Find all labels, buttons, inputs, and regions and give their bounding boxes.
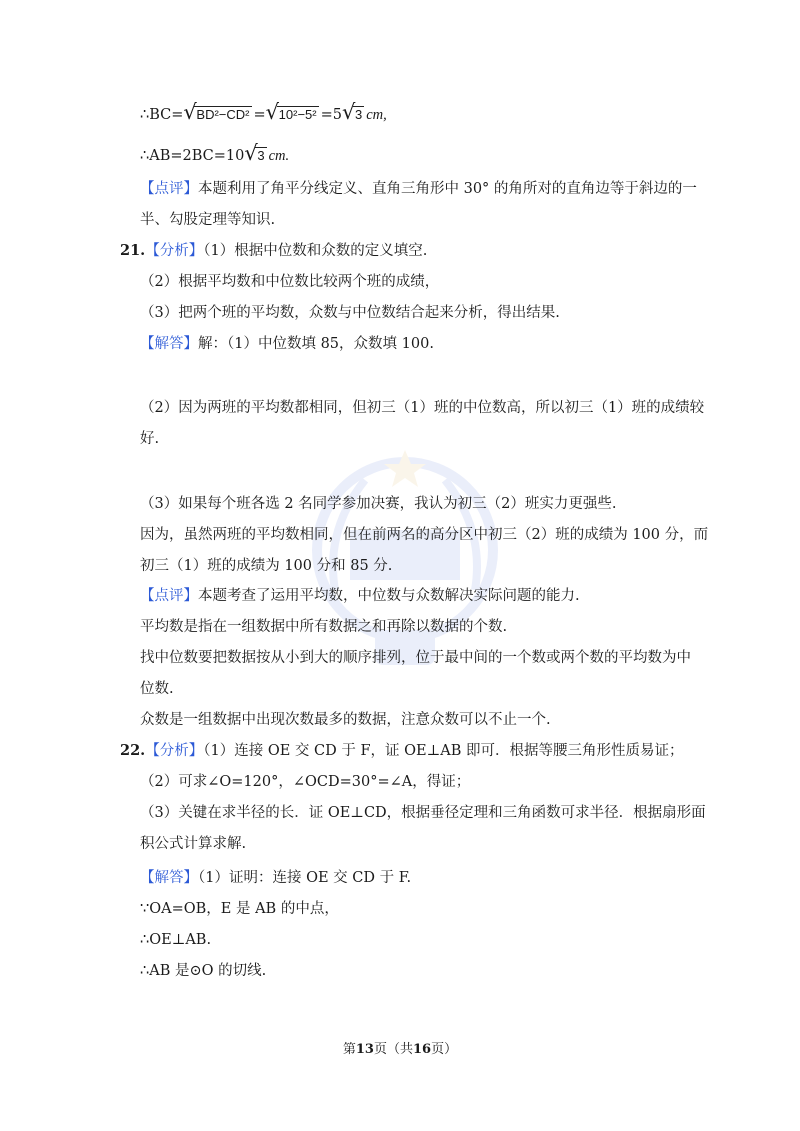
formula-text: ∴AB=2BC=10 bbox=[140, 148, 245, 164]
analysis-text: （1）连接 OE 交 CD 于 F，证 OE⊥AB 即可．根据等腰三角形性质易证； bbox=[203, 743, 684, 759]
q21-review-3b bbox=[140, 679, 174, 699]
review-text: 位数. bbox=[140, 681, 174, 697]
review-text: 众数是一组数据中出现次数最多的数据，注意众数可以不止一个. bbox=[140, 712, 551, 728]
answer-text: 好. bbox=[140, 431, 160, 447]
answer-text: ∴OE⊥AB. bbox=[140, 932, 212, 948]
sqrt-1 bbox=[183, 100, 251, 125]
answer-tag: 【解答】 bbox=[140, 870, 198, 886]
analysis-tag: 【分析】 bbox=[145, 743, 204, 759]
q22-analysis-3b bbox=[140, 834, 246, 854]
question-number: 21. bbox=[120, 242, 146, 259]
analysis-text: （2）根据平均数和中位数比较两个班的成绩， bbox=[140, 274, 440, 290]
sqrt-2 bbox=[265, 100, 319, 125]
answer-text: ∵OA=OB，E 是 AB 的中点， bbox=[140, 901, 339, 917]
footer-text: 第 bbox=[342, 1042, 356, 1057]
review-text: 本题考查了运用平均数，中位数与众数解决实际问题的能力. bbox=[198, 588, 580, 604]
q21-answer-1 bbox=[140, 334, 434, 354]
q21-answer-2b bbox=[140, 429, 159, 449]
footer-text: 页（共 bbox=[373, 1042, 413, 1057]
q22-analysis-3a bbox=[140, 803, 706, 823]
q21-answer-3b bbox=[140, 525, 708, 545]
answer-tag: 【解答】 bbox=[140, 336, 198, 352]
formula-ab bbox=[140, 141, 290, 166]
q21-analysis bbox=[120, 241, 427, 261]
analysis-text: （3）把两个班的平均数，众数与中位数结合起来分析，得出结果. bbox=[140, 305, 560, 321]
answer-text: ∴AB 是⊙O 的切线. bbox=[140, 963, 267, 979]
answer-text: （2）因为两班的平均数都相同，但初三（1）班的中位数高，所以初三（1）班的成绩较 bbox=[140, 400, 705, 416]
q22-analysis bbox=[120, 741, 683, 761]
review-text: 找中位数要把数据按从小到大的顺序排列，位于最中间的一个数或两个数的平均数为中 bbox=[140, 650, 691, 666]
radicand: 10²−5² bbox=[278, 107, 317, 122]
review-text: 平均数是指在一组数据中所有数据之和再除以数据的个数. bbox=[140, 619, 508, 635]
formula-text: ∴BC= bbox=[140, 107, 184, 123]
radical-icon: √ bbox=[341, 100, 356, 124]
q21-review-4 bbox=[140, 710, 551, 730]
sqrt-3 bbox=[341, 100, 364, 125]
review-text: 半、勾股定理等知识. bbox=[140, 212, 276, 228]
radicand: 3 bbox=[257, 148, 265, 163]
q21-review-3a bbox=[140, 648, 691, 668]
review-line bbox=[140, 179, 697, 199]
analysis-text: （2）可求∠O=120°，∠OCD=30°=∠A，得证； bbox=[140, 774, 471, 790]
radical-icon: √ bbox=[244, 141, 258, 165]
q21-answer-3c bbox=[140, 556, 392, 576]
page-footer bbox=[0, 1038, 800, 1057]
radicand: 3 bbox=[354, 107, 363, 122]
q21-analysis-3 bbox=[140, 303, 560, 323]
q21-review-2 bbox=[140, 617, 507, 637]
formula-text: cm. bbox=[268, 148, 290, 164]
formula-text: = bbox=[253, 107, 266, 123]
radicand: BD²−CD² bbox=[196, 107, 250, 122]
review-line-cont bbox=[140, 210, 275, 230]
review-tag: 【点评】 bbox=[140, 181, 198, 197]
q21-analysis-2 bbox=[140, 272, 439, 292]
answer-text: 解：（1）中位数填 85，众数填 100. bbox=[198, 336, 434, 352]
current-page-number: 13 bbox=[355, 1042, 374, 1057]
formula-text: =5 bbox=[320, 107, 342, 123]
q21-answer-3a bbox=[140, 494, 617, 514]
q21-answer-2a bbox=[140, 398, 704, 418]
q22-answer-3 bbox=[140, 930, 211, 950]
review-text: 本题利用了角平分线定义、直角三角形中 30° 的角所对的直角边等于斜边的一 bbox=[198, 181, 697, 197]
analysis-tag: 【分析】 bbox=[145, 243, 204, 259]
q22-answer-1 bbox=[140, 868, 411, 888]
total-page-number: 16 bbox=[413, 1042, 432, 1057]
review-tag: 【点评】 bbox=[140, 588, 198, 604]
q21-review-1 bbox=[140, 586, 580, 606]
answer-text: （1）证明：连接 OE 交 CD 于 F. bbox=[198, 870, 412, 886]
answer-text: 因为，虽然两班的平均数相同，但在前两名的高分区中初三（2）班的成绩为 100 分，而 bbox=[140, 527, 709, 543]
question-number: 22. bbox=[120, 742, 146, 759]
radical-icon: √ bbox=[183, 100, 197, 124]
q22-analysis-2 bbox=[140, 772, 470, 792]
analysis-text: （3）关键在求半径的长．证 OE⊥CD，根据垂径定理和三角函数可求半径．根据扇形面 bbox=[140, 805, 706, 821]
answer-text: 初三（1）班的成绩为 100 分和 85 分. bbox=[140, 558, 393, 574]
q22-answer-2 bbox=[140, 899, 339, 919]
radical-icon: √ bbox=[265, 100, 280, 124]
analysis-text: （1）根据中位数和众数的定义填空. bbox=[203, 243, 428, 259]
q22-answer-4 bbox=[140, 961, 266, 981]
sqrt-4 bbox=[244, 141, 266, 166]
answer-text: （3）如果每个班各选 2 名同学参加决赛，我认为初三（2）班实力更强些. bbox=[140, 496, 617, 512]
formula-text: cm, bbox=[366, 107, 387, 123]
analysis-text: 积公式计算求解. bbox=[140, 836, 247, 852]
formula-bc bbox=[140, 100, 387, 125]
footer-text: 页） bbox=[431, 1042, 458, 1057]
